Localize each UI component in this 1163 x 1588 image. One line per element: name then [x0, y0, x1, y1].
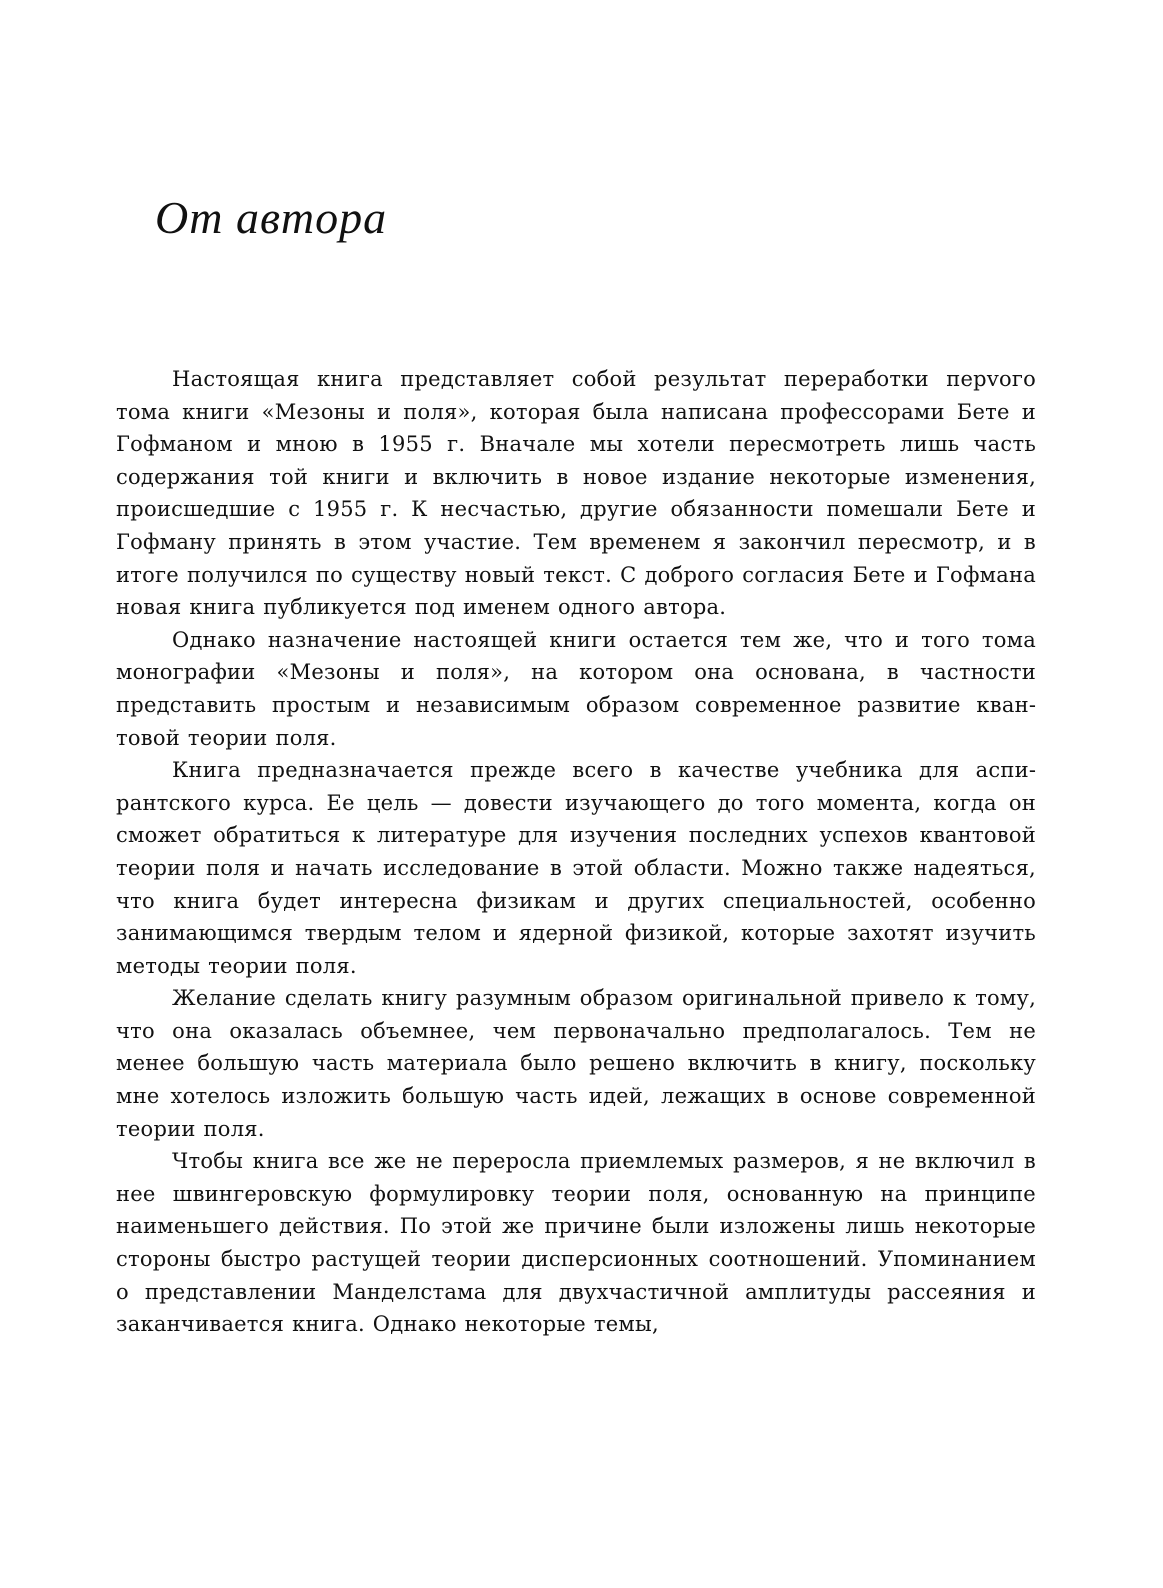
paragraph-1: Настоящая книга представляет собой результат переработки перvого тома книги «Мезоны и поля», которая была написана профессорами Бете и Гофманом и мною в 1955 г. Вначале мы хотели пересмотреть лишь часть содержания той книги и включить в новое издание некоторые изменения, происшедшие с 1955 г. К несчастью, другие обязанности помешали Бете и Гофману принять в этом участие. Тем временем я закончил пересмотр, и в итоге получился по существу новый текст. С доброго согласия Бете и Гофмана новая книга публикуется под именем одного автора. — [116, 367, 1036, 620]
paragraph-5: Чтобы книга все же не переросла приемлемых размеров, я не включил в нее швингеровскую формулировку теории поля, основанную на принципе наименьшего действия. По этой же причине были изложены лишь некоторые стороны быстро растущей теории дисперсионных соотношений. Упоминанием о представлении Манделстама для двухчастичной амплитуды рассеяния и заканчивается книга. Однако некоторые темы, — [116, 1149, 1036, 1337]
body-text — [116, 363, 1036, 1341]
page-title: От автора — [155, 192, 388, 243]
paragraph-3: Книга предназначается прежде всего в качестве учебника для аспирантского курса. Ее цель — довести изучающего до того момента, когда он сможет обратиться к литературе для изучения последних успехов квантовой теории поля и начать исследование в этой области. Можно также надеяться, что книга будет интересна физикам и других специальностей, особенно занимающимся твердым телом и ядерной физикой, которые захотят изучить методы теории поля. — [116, 758, 1036, 978]
paragraph-4: Желание сделать книгу разумным образом оригинальной привело к тому, что она оказалась объемнее, чем первоначально предполагалось. Тем не менее большую часть материала было решено включить в книгу, поскольку мне хотелось изложить большую часть идей, лежащих в основе современной теории поля. — [116, 986, 1036, 1141]
paragraph-2: Однако назначение настоящей книги остается тем же, что и того тома монографии «Мезоны и поля», на котором она основана, в частности представить простым и независимым образом современное развитие квантовой теории поля. — [116, 627, 1036, 750]
